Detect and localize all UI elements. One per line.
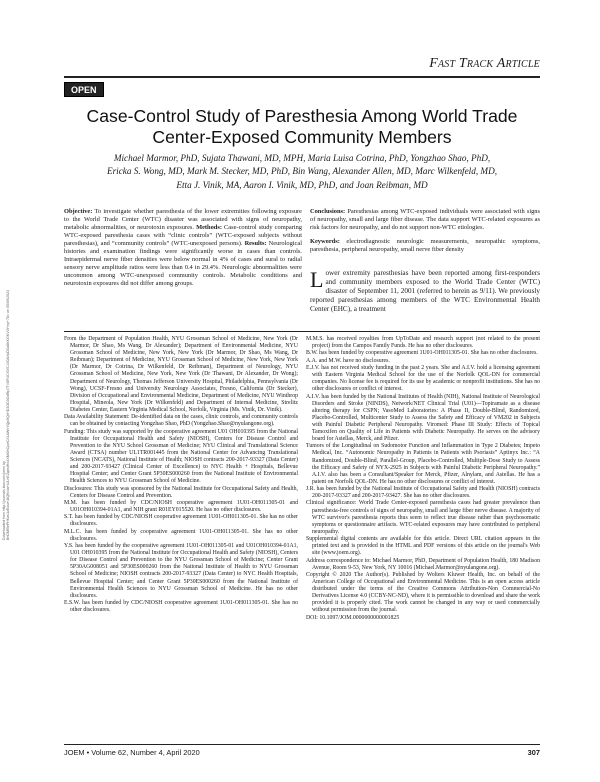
author-line: Etta J. Vinik, MA, Aaron I. Vinik, MD, PhD, and Joan Reibman, MD bbox=[176, 179, 428, 190]
keywords-text: electrodiagnostic neurologic measurements, neuropathic symptoms, paresthesia, peripheral neuropathy, small nerve fiber density bbox=[310, 238, 540, 253]
footnote: S.T. has been funded by CDC/NIOSH cooperative agreement 1U01-OH011305-01. She has no other disclosures. bbox=[64, 514, 298, 528]
conclusions-label: Conclusions: bbox=[310, 208, 346, 215]
footnote: E.S.W. has been funded by CDC/NIOSH cooperative agreement 1U01-OH011305-01. She has no other disclosures. bbox=[64, 599, 298, 614]
footnote: Data Availability Statement: De-identified data on the cases, clinic controls, and community controls can be obtained by contacting Yongzhao Shao, PhD (Yongzhao.Shao@nyulangone.org). bbox=[64, 414, 298, 428]
footnote: M.M. has been funded by CDC/NIOSH cooperative agreement 1U01-OH011305-01 and U01OH010394-01A1, and NIH grant R01EY015520. He has no other disclosures. bbox=[64, 499, 298, 513]
footnote: A.I.V. has been funded by the National Institutes of Health (NIH), National Institute of Neurological Disorders and Stroke (NINDS), Network/NET Clinical Trial (U01)—Topiramate as a disease altering therapy for CSPN; VasoMed Laboratories: A Phase II, Double-Blind, Randomized, Placebo-Controlled, Multicenter Study to Assess the Safety and Efficacy of VM202 in Subjects with Painful Diabetic Peripheral Neuropathy. Viromed: Phase III Study: Effects of Topical Tamoxifen on Quality of Life in Patients with Diabetic Neuropathy. He serves on the advisory board for Astellas, Merck, and Pfizer. bbox=[306, 393, 540, 443]
journal-info: JOEM • Volume 62, Number 4, April 2020 bbox=[64, 748, 200, 757]
page-number: 307 bbox=[527, 748, 540, 757]
footnote: Disclosures: This study was sponsored by the National Institute for Occupational Safety and Health, Centers for Disease Control and Prevention. bbox=[64, 485, 298, 499]
footnote: Supplemental digital contents are available for this article. Direct URL citation appears in the printed text and is provided in the HTML and PDF versions of this article on the journal's Web site (www.joem.org). bbox=[306, 536, 540, 557]
methods-label: Methods: bbox=[196, 224, 222, 231]
results-text: Neurological histories and examination findings were significantly worse in cases than controls. Intraepidermal nerve fiber densities were below normal in 4% of cases and sural to radial sensory nerve amplitude ratios were less than 0.4 in 29.4%. Neurologic abnormalities were uncommon among WTC-unexposed community controls. Metabolic conditions and neurotoxin exposures did not differ among groups. bbox=[64, 240, 302, 287]
footnote: Y.S. has been funded by the cooperative agreement 1U01-OH011305-01 and U01OH010394-01A1, U01 OH010395 from the National Institute for Occupational Health and Safety (NIOSH), Centers for Disease Control and Prevention to the NYU Grossman School of Medicine; Center Grant 5P30AG008051 and 5P30ES000260 from the National Institute of Health to NYU Grossman School of Medicine; NIOSH contracts 200-2017-93327 (Data Center) to NYC Health Hospitals, Bellevue Hospital Center; and Center Grant 5P30ES000260 from the National Institute of Environmental Health Sciences to NYU Grossman School of Medicine. He has no other disclosures. bbox=[64, 543, 298, 599]
introduction-paragraph bbox=[310, 269, 540, 314]
footnote: Tumors of the Longitudinal on Sudomotor Function and Inflammation in Type 2 Diabetes; Impeto Medical, Inc. “Autonomic Neuropathy in Patients in Patients with Psoriasis” Aptinyx Inc.: “A Randomized, Double-Blind, Parallel-Group, Placebo-Controlled, Multiple-Dose Study to Assess the Efficacy and Safety of NYX-2925 in Subjects with Painful Diabetic Peripheral Neuropathy.” A.I.V. also has been a Consultant/Speaker for Merck, Pfizer, Alnylam, and Astellas. He has a patent on Norfolk QOL-DN. He has no other disclosures or conflict of interest. bbox=[306, 443, 540, 485]
author-line: Michael Marmor, PhD, Sujata Thawani, MD, MPH, Maria Luisa Cotrina, PhD, Yongzhao Shao, PhD, bbox=[113, 153, 491, 163]
top-rule bbox=[64, 76, 540, 78]
objective-label: Objective: bbox=[64, 208, 93, 215]
section-label: Fast Track Article bbox=[429, 56, 540, 71]
footnote: E.J.V. has not received study funding in the past 2 years. She and A.I.V. hold a licensing agreement with Eastern Virginia Medical School for the use of the Norfolk QOL-DN for commercial companies. No license fee is required for its use by academic or nonprofit institutions. She has no other disclosures or conflict of interest. bbox=[306, 364, 540, 393]
abstract-block bbox=[64, 208, 302, 288]
footnote: A.A. and M.W. have no disclosures. bbox=[306, 357, 390, 364]
footer-rule bbox=[64, 744, 540, 745]
footnote: From the Department of Population Health, NYU Grossman School of Medicine, New York (Dr Marmor, Dr Shao, Ms Wang, Dr Alexander); Department of Environmental Medicine, NYU Grossman School of Medicine, New York, New York (Dr Marmor, Dr Shao, Ms Wang, Dr Reibman); Department of Medicine, NYU Grossman School of Medicine, New York, New York (Dr Marmor, Dr Cotrina, Dr Wilkenfeld, Dr Reibman), Department of Neurology, NYU Grossman School of Medicine, New York, New York (Dr Thawani, Dr Alexander, Dr Wong); Department of Neurology, Thomas Jefferson University Hospital, Philadelphia, Pennsylvania (Dr Wong), UCSF-Fresno and University Neurology Associates, Fresno, California (Dr Stecker), Division of Occupational and Environmental Medicine, Department of Medicine, NYU Winthrop Hospital, Mineola, New York (Dr Wilkenfeld) and Department of Internal Medicine, Strelitz Diabetes Center, Eastern Virginia Medical School, Norfolk, Virginia (Ms. Vinik, Dr. Vinik). bbox=[64, 336, 298, 413]
article-title: Case-Control Study of Paresthesia Among World Trade Center-Exposed Community Members bbox=[86, 106, 518, 147]
download-watermark: Downloaded from http://journals.lww.com/joem by BhDMf5ePHKav1zEoum1tQfN4a+kJLhEZgbsIHo4XMi0hCywCX1AWnYQp/IlQrHD3i3D0OdRyi7TvSFl4Cf3VC4/OAVpDDa8KKGKV0Ymy+78= on 05/09/2023 bbox=[2, 290, 10, 540]
methods-text: Case-control study comparing WTC-exposed paresthesia cases with “clinic controls” (WTC-exposed subjects without paresthesias), and “community controls” (WTC-unexposed persons). bbox=[64, 224, 302, 247]
footnote: Funding: This study was supported by the cooperative agreement U01 OH010395 from the National Institute for Occupational Health and Safety (NIOSH), Centers for Disease Control and Prevention to the NYU School Grossman of Medicine; NYU Clinical and Translational Science Award (CTSA) number UL1TR001445 from the National Center for Advancing Translational Sciences (NCATS), National Institute of Health; NIOSH contracts 200-2017-93327 (Data Center) and 200-2017-93427 (Clinical Center of Excellence) to NYC Health + Hospitals, Bellevue Hospital Center; and Center Grant 5P30ES000260 from the National Institute of Environmental Health Sciences to NYU Grossman School of Medicine. bbox=[64, 428, 298, 485]
footnote: Address correspondence to: Michael Marmor, PhD, Department of Population Health, 180 Madison Avenue, Room 9-53, New York, NY 10016 (Michael.Marmor@nyulangone.org). bbox=[306, 557, 540, 571]
footnotes-left-column bbox=[64, 336, 298, 614]
objective-text: To investigate whether paresthesia of the lower extremities following exposure to the World Trade Center (WTC) disaster was associated with signs of neuropathy, metabolic abnormalities, or neurotoxin exposures. bbox=[64, 208, 302, 231]
open-access-badge: OPEN bbox=[64, 82, 104, 97]
footnote: Clinical significance: World Trade Center-exposed paresthesia cases had greater prevalence than paresthesia-free controls of signs of neuropathy, small and large fiber nerve disease. A majority of WTC survivor's paresthesia reports thus seem to reflect true disease rather than psychosomatic symptoms or questionnaire artifacts. WTC-related exposures may have contributed to peripheral neuropathy. bbox=[306, 500, 540, 535]
conclusions-block bbox=[310, 208, 540, 232]
keywords-label: Keywords: bbox=[310, 238, 340, 245]
author-list bbox=[80, 152, 524, 192]
drop-cap: L bbox=[310, 267, 324, 292]
footnote: J.R. has been funded by the National Institute of Occupational Safety and Health (NIOSH) contracts 200-2017-93327 and 200-2017-93427. She has no other disclosures. bbox=[306, 486, 540, 500]
footnote: M.M.S. has received royalties from UpToDate and research support (not related to the present project) from the Campos Family Funds. He has no other disclosures. bbox=[306, 336, 540, 350]
author-line: Ericka S. Wong, MD, Mark M. Stecker, MD, PhD, Bin Wang, Alexander Allen, MD, Marc Wilkenfeld, MD, bbox=[106, 166, 498, 177]
section-divider bbox=[64, 331, 540, 332]
intro-text: ower extremity paresthesias have been reported among first-responders and community members exposed to the World Trade Center (WTC) disaster of September 11, 2001 (referred to herein as 9/11). We previously reported paresthesias among members of the WTC Environmental Health Center (EHC), a treatment bbox=[310, 269, 540, 313]
footnotes-right-column bbox=[306, 336, 540, 622]
conclusions-text: Paresthesias among WTC-exposed individuals were associated with signs of neuropathy, small and large fiber disease. The data support WTC-related exposures as risk factors for neuropathy, and do not support non-WTC etiologies. bbox=[310, 208, 540, 231]
results-label: Results: bbox=[244, 240, 267, 247]
doi: DOI: 10.1097/JOM.0000000000001825 bbox=[306, 614, 400, 621]
footnote: Copyright © 2020 The Author(s). Published by Wolters Kluwer Health, Inc. on behalf of the American College of Occupational and Environmental Medicine. This is an open access article distributed under the terms of the Creative Commons Attribution-Non Commercial-No Derivatives License 4.0 (CCBY-NC-ND), where it is permissible to download and share the work provided it is properly cited. The work cannot be changed in any way or used commercially without permission from the journal. bbox=[306, 571, 540, 614]
keywords-block bbox=[310, 238, 540, 254]
footnote: M.L.C. has been funded by cooperative agreement 1U01-OH011305-01. She has no other disclosures. bbox=[64, 528, 298, 542]
footnote: B.W. has been funded by cooperative agreement 1U01-OH011305-01. She has no other disclosures. bbox=[306, 350, 538, 357]
